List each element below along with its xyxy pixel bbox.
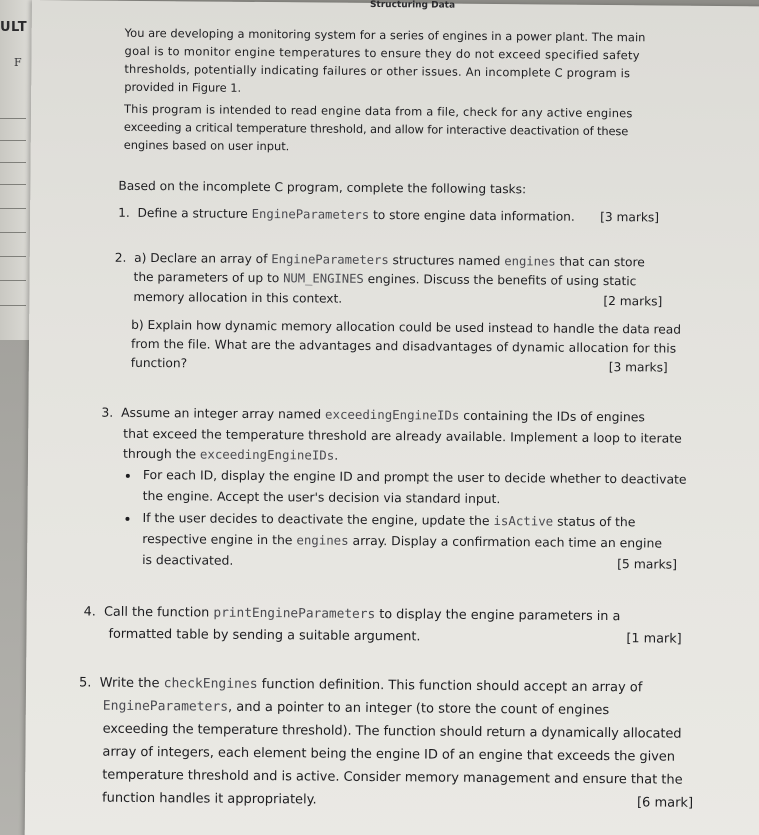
question-text: containing the IDs of engines: [463, 407, 645, 425]
document-page: [25, 0, 759, 835]
question-2b-line: function?: [130, 355, 188, 371]
marks-label: [3 marks]: [600, 209, 660, 225]
question-text: Define a structure: [137, 205, 248, 221]
question-3-line: [123, 446, 338, 463]
question-text: function definition. This function should accept an array of: [261, 677, 643, 696]
intro-line: exceeding a critical temperature threshold, and allow for interactive deactivation of these: [123, 119, 629, 139]
question-text: Assume an integer array named: [121, 404, 322, 422]
marks-label: [1 mark]: [626, 631, 682, 647]
bullet-line: the engine. Accept the user's decision via standard input.: [142, 487, 501, 507]
question-5-line: array of integers, each element being the engine ID of an engine that exceeds the given: [102, 744, 676, 765]
question-1: [118, 206, 575, 224]
question-text: that can store: [559, 254, 645, 270]
question-5-line: temperature threshold and is active. Consider memory management and ensure that the: [102, 767, 683, 788]
question-3-line: [101, 405, 645, 425]
question-2a-line: [115, 251, 645, 270]
underlying-page-rule: [0, 208, 26, 209]
question-number: 4.: [83, 604, 96, 620]
question-2a-line: memory allocation in this context.: [133, 289, 343, 306]
underlying-page-rule: [0, 162, 26, 163]
bullet-line: is deactivated.: [142, 551, 234, 568]
question-number: 3.: [101, 404, 114, 420]
question-text: to store engine data information.: [372, 207, 575, 224]
intro-line: provided in Figure 1.: [124, 79, 242, 95]
question-text: If the user decides to deactivate the engine, update the: [142, 509, 490, 529]
question-number: 1.: [118, 205, 130, 220]
question-5-line: [79, 675, 642, 695]
page-header: Structuring Data: [369, 0, 456, 11]
question-text: array. Display a confirmation each time an engine: [352, 532, 663, 551]
code-term: exceedingEngineIDs: [325, 406, 460, 423]
bullet-line: [142, 531, 662, 551]
task-lead: Based on the incomplete C program, complete the following tasks:: [118, 178, 527, 197]
code-term: engines: [504, 254, 556, 269]
underlying-page-rule: [0, 256, 26, 257]
underlying-page-rule: [0, 118, 26, 119]
question-5-line: [103, 699, 609, 718]
question-text: Write the: [99, 675, 160, 692]
question-4-line: [84, 604, 621, 624]
underlying-page-rule: [0, 140, 26, 141]
marks-label: [5 marks]: [617, 556, 678, 572]
underlying-page-rule: [0, 184, 26, 185]
question-text: .: [334, 447, 339, 463]
marks-label: [2 marks]: [603, 293, 663, 309]
question-text: through the: [122, 445, 197, 462]
bullet-line: For each ID, display the engine ID and prompt the user to decide whether to deactivate: [142, 466, 687, 487]
question-number: 5.: [78, 675, 92, 691]
question-text: , and a pointer to an integer (to store the count of engines: [228, 699, 610, 719]
question-text: engines. Discuss the benefits of using static: [367, 271, 637, 289]
question-text: structures named: [392, 253, 501, 269]
code-term: checkEngines: [163, 676, 258, 692]
question-5-line: function handles it appropriately.: [101, 790, 317, 808]
code-term: engines: [296, 532, 349, 548]
intro-line: goal is to monitor engine temperatures to ensure they do not exceed specified safety: [124, 43, 640, 63]
question-text: to display the engine parameters in a: [379, 607, 621, 625]
intro-line: thresholds, potentially indicating failures or other issues. An incomplete C program is: [124, 61, 631, 81]
intro-line: You are developing a monitoring system for a series of engines in a power plant. The main: [124, 25, 646, 45]
code-term: NUM_ENGINES: [283, 271, 364, 286]
question-2b-line: b) Explain how dynamic memory allocation could be used instead to handle the data read: [131, 317, 682, 337]
question-4-line: formatted table by sending a suitable argument.: [108, 626, 421, 645]
intro-line: engines based on user input.: [123, 137, 290, 154]
question-text: Call the function: [103, 604, 210, 621]
underlying-page-rule: [0, 280, 26, 281]
bullet-line: [142, 510, 635, 529]
code-term: printEngineParameters: [213, 605, 376, 623]
question-text: status of the: [557, 513, 636, 530]
bullet-point: [125, 517, 129, 521]
question-number: 2.: [114, 250, 127, 265]
question-2a-line: [134, 270, 637, 288]
question-3-line: that exceed the temperature threshold are already available. Implement a loop to iterate: [123, 425, 682, 446]
question-2b-line: from the file. What are the advantages and disadvantages of dynamic allocation for this: [130, 336, 677, 356]
question-text: respective engine in the: [142, 530, 293, 548]
question-5-line: exceeding the temperature threshold). The function should return a dynamically allocated: [102, 721, 682, 742]
code-term: EngineParameters: [271, 252, 389, 268]
underlying-page-mark: F: [14, 56, 22, 69]
marks-label: [6 mark]: [636, 795, 694, 811]
code-term: EngineParameters: [251, 206, 370, 222]
code-term: EngineParameters: [102, 698, 229, 715]
underlying-page-header: ULT: [0, 20, 28, 35]
question-text: the parameters of up to: [133, 269, 280, 286]
marks-label: [3 marks]: [608, 360, 668, 375]
code-term: isActive: [493, 513, 554, 529]
intro-line: This program is intended to read engine data from a file, check for any active engines: [123, 101, 633, 121]
bullet-point: [126, 474, 130, 478]
question-text: a) Declare an array of: [134, 250, 268, 267]
code-term: exceedingEngineIDs: [199, 446, 335, 463]
underlying-page-rule: [0, 232, 26, 233]
underlying-page-rule: [0, 305, 26, 306]
